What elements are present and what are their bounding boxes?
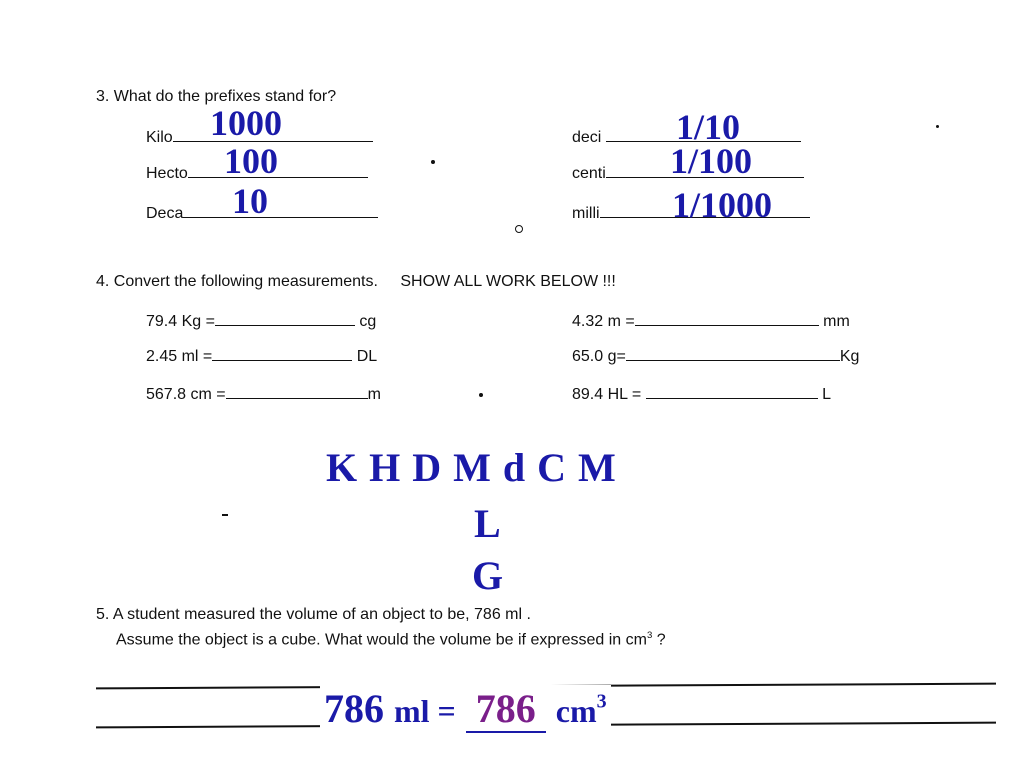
- final-answer-value: 786: [466, 686, 546, 733]
- conversion-prefix: 567.8 cm =: [146, 386, 226, 403]
- conversion-prefix: 2.45 ml =: [146, 348, 213, 365]
- conversion-unit: Kg: [839, 348, 860, 365]
- conversion-unit: L: [822, 386, 832, 403]
- answer-blank: [635, 311, 819, 326]
- handwritten-answer-milli: 1/1000: [672, 185, 773, 225]
- metric-ladder-line: K H D M d C M: [326, 445, 617, 490]
- question-4-instruction: SHOW ALL WORK BELOW !!!: [400, 273, 616, 290]
- handwritten-answer-centi: 1/100: [670, 141, 753, 181]
- answer-blank: [212, 346, 352, 361]
- metric-ladder-gram: G: [472, 553, 505, 598]
- answer-blank: [646, 384, 818, 399]
- prefix-label: deci: [572, 129, 602, 146]
- prefix-label: Deca: [146, 205, 184, 222]
- final-rhs-superscript: 3: [596, 690, 607, 713]
- final-lhs-number: 786: [324, 686, 384, 731]
- scan-speck: [479, 393, 483, 397]
- conversion-row: [146, 384, 381, 404]
- conversion-unit: DL: [356, 348, 378, 365]
- answer-blank: [215, 311, 355, 326]
- conversion-row: [146, 346, 377, 366]
- answer-blank: [626, 346, 840, 361]
- conversion-unit: cg: [359, 313, 377, 330]
- question-4-text: 4. Convert the following measurements.: [96, 273, 378, 290]
- conversion-unit: mm: [823, 313, 850, 330]
- conversion-prefix: 65.0 g=: [572, 348, 626, 365]
- prefix-label: centi: [572, 165, 606, 182]
- handwritten-answer-deca: 10: [232, 181, 268, 221]
- final-rhs-unit: cm: [555, 693, 597, 729]
- answer-blank: [183, 203, 378, 218]
- question-5-line-2: [116, 630, 666, 649]
- scan-speck: [515, 225, 523, 233]
- conversion-prefix: 4.32 m =: [572, 313, 635, 330]
- scan-speck: [222, 514, 228, 516]
- conversion-row: [146, 311, 376, 331]
- question-5-text: Assume the object is a cube. What would the volume be if expressed in cm: [116, 631, 647, 649]
- answer-blank: [226, 384, 368, 399]
- scan-speck: [431, 160, 435, 164]
- superscript: 3: [646, 630, 653, 641]
- conversion-row: [572, 384, 831, 404]
- conversion-prefix: 89.4 HL =: [572, 386, 642, 403]
- conversion-row: [572, 346, 859, 366]
- prefix-label: milli: [572, 205, 600, 222]
- final-answer: [320, 685, 611, 732]
- final-lhs-unit: ml =: [394, 693, 456, 729]
- question-3-title: 3. What do the prefixes stand for?: [96, 88, 337, 105]
- prefix-label: Hecto: [146, 165, 188, 182]
- conversion-unit: m: [367, 386, 381, 403]
- handwritten-answer-kilo: 1000: [210, 103, 282, 143]
- scan-speck: [936, 125, 939, 128]
- question-5-line-1: 5. A student measured the volume of an object to be, 786 ml .: [96, 606, 531, 623]
- conversion-prefix: 79.4 Kg =: [146, 313, 215, 330]
- metric-ladder-liter: L: [474, 501, 502, 546]
- conversion-row: [572, 311, 850, 331]
- handwritten-answer-deci: 1/10: [676, 107, 741, 147]
- question-4-title: [96, 273, 616, 291]
- handwritten-answer-hecto: 100: [224, 141, 278, 181]
- prefix-label: Kilo: [146, 129, 173, 146]
- question-5-end: ?: [652, 631, 666, 649]
